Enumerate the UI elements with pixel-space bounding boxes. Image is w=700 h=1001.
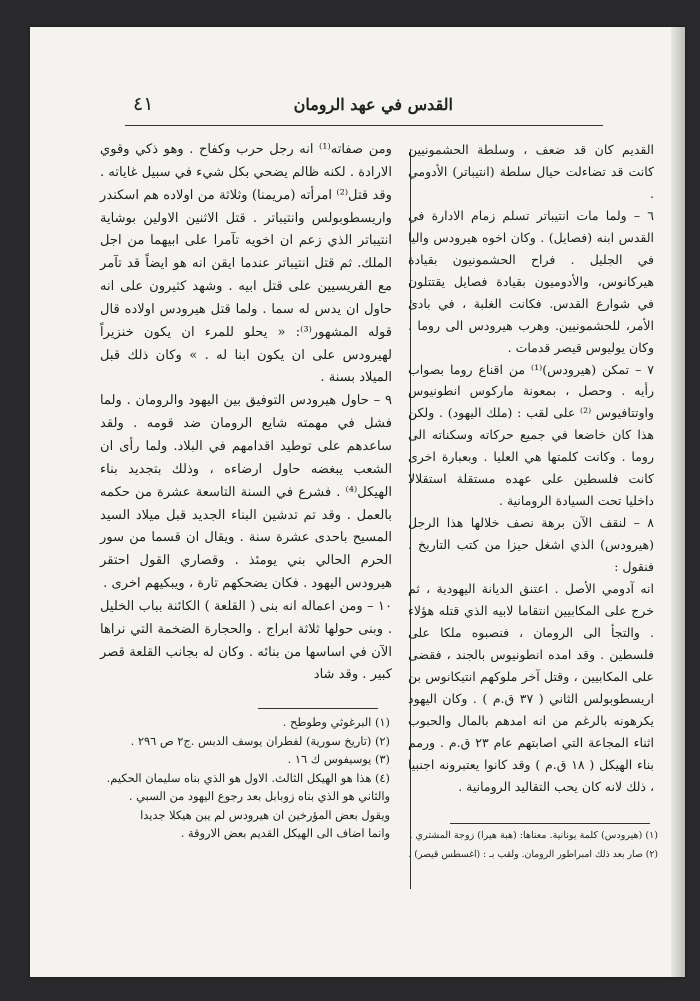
footnote: (١) (هيرودس) كلمة يونانية. معناها: (هبة هيرا) زوجة المشتري . bbox=[409, 830, 658, 841]
paragraph: ١٠ – ومن اعماله انه بنى ( القلعة ) الكائنة بباب الخليل . وبنى حولها ثلاثة ابراج . والحجارة الضخمة التي نراها الآن في اساسها من بنائه . وكان له بجانب القلعة قصر كبير . وقد شاد bbox=[100, 598, 392, 683]
header-title: القدس في عهد الرومان bbox=[293, 95, 453, 114]
footnote-rule-right bbox=[450, 823, 650, 824]
page-edge-shadow bbox=[671, 27, 685, 977]
footnotes-left bbox=[96, 713, 390, 843]
running-header bbox=[125, 89, 603, 126]
footnote-rule-left bbox=[258, 708, 378, 709]
footnote: وانما اضاف الى الهيكل القديم بعض الاروقة . bbox=[180, 826, 390, 840]
right-column bbox=[408, 139, 654, 798]
footnote: (٢) (تاريخ سورية) لفطران يوسف الدبس .ج٢ ص ٢٩٦ . bbox=[130, 733, 390, 748]
paragraph: انه آدومي الأصل . اعتنق الديانة اليهودية ، ثم خرج على المكابيين انتقاما لابيه الذي قتله هؤلاء . والتجأ الى الرومان ، فنصبوه ملكا على فلسطين . وقد امده انطونيوس بالجند ، فقضى على المكابيين ، وقتل آخر ملوكهم انتيكانوس بن اريسطوبولس الثاني ( ٣٧ ق.م ) . وكان اليهود يكرهونه بالرغم من انه امدهم بالمال والحبوب اثناء المجاعة التي اصابتهم عام ٢٣ ق.م . ورمم بناء الهيكل ( ١٨ ق.م ) وقد كانوا يعتبرونه اجنبيا ، ذلك لانه كان يحب التقاليد الرومانية . bbox=[408, 581, 654, 794]
footnote: (٤) هذا هو الهيكل الثالث. الاول هو الذي بناه سليمان الحكيم. bbox=[106, 770, 390, 785]
footnote: والثاني هو الذي بناه زوبابل بعد رجوع اليهود من السبي . bbox=[128, 789, 390, 803]
footnote: (٢) صار بعد ذلك امبراطور الرومان. ولقب بـ : (اغسطس قيصر) . bbox=[408, 848, 658, 860]
paragraph: ٦ – ولما مات انتيباتر تسلم زمام الادارة في القدس ابنه (فصايل) . وكان اخوه هيرودس واليا في الجليل . فراح الحشمونيون بقيادة هيركانوس، والأدوميون بقيادة فصايل يقتتلون في شوارع القدس. فكانت الغلبة ، في بادئ الأمر، للحشمونيين. وهرب هيرودس الى روما . وكان يوليوس قيصر قدمات . bbox=[408, 207, 654, 355]
footnotes-right bbox=[408, 827, 658, 864]
paragraph: ٧ – تمكن (هيرودس)⁽¹⁾ من اقناع روما بصواب رأيه . وحصل ، بمعونة ماركوس انطونيوس واوتتافيوس ⁽²⁾ على لقب : (ملك اليهود) . ولكن هذا كان خاضعا في جميع حركاته وسكناته الى روما . وكانت كلمتها هي العليا . وبعبارة اخرى كانت فلسطين على عهده مستقلة استقلالا داخليا تحت السيادة الرومانية . bbox=[408, 361, 654, 509]
paragraph: ٨ – لنقف الآن برهة نصف خلالها هذا الرجل (هيرودس) الذي اشغل حيزا من كتب التاريخ . فنقول : bbox=[408, 515, 654, 575]
footnote: (١) البرغوثي وطوطح . bbox=[282, 715, 390, 729]
book-page bbox=[30, 27, 685, 977]
paragraph: القديم كان قد ضعف ، وسلطة الحشمونيين كانت قد تضاءلت حيال سلطة (انتيباتر) الأدومي . bbox=[408, 142, 654, 201]
page-number: ٤١ bbox=[133, 93, 154, 115]
left-column bbox=[100, 139, 392, 687]
paragraph: ومن صفاته⁽¹⁾ انه رجل حرب وكفاح . وهو ذكي وقوي الارادة . لكنه ظالم يضحي بكل شيء في سبيل غاياته . وقد قتل⁽²⁾ امرأته (مريمنا) وثلاثة من اولاده هم اسكندر واريسطوبولس وانتيباتر . قتل الاثنين الاولين بوشاية انتيباتر الذي زعم ان اخويه تآمرا على ابيهما من اجل الملك. ثم قتل انتيباتر عندما ايقن انه هو ايضاً قد تآمر مع الفريسيين على قتل ابيه . وشهد كثيرون على انه حاول ان يدس له سما . ولما قتل هيرودس اولاده قال قوله المشهور⁽³⁾: « يحلو للمرء ان يكون خنزيراً لهيرودس على ان يكون ابنا له . » وكان ذلك قبل الميلاد بسنة . bbox=[100, 142, 392, 386]
footnote: (٣) يوسيفوس ك ١٦ . bbox=[287, 752, 390, 766]
footnote: ويقول بعض المؤرخين ان هيرودس لم يبن هيكلا جديدا bbox=[140, 807, 390, 822]
paragraph: ٩ – حاول هيرودس التوفيق بين اليهود والرومان . ولما فشل في مهمته شايع الرومان ضد قومه . ولقد ساعدهم على توطيد اقدامهم في البلاد. ولما رأى ان الشعب يبغضه حاول ارضاءه ، وذلك بتجديد بناء الهيكل⁽⁴⁾ . فشرع في السنة التاسعة عشرة من حكمه بالعمل . وقد تم تدشين البناء الجديد قبل ميلاد السيد المسيح باحدى عشرة سنة . ويقال ان قسما من سور الحرم الحالي بني يومئذ . وقصاري القول احتقر هيرودس اليهود . فكان يضحكهم تارة ، ويبكيهم اخرى . bbox=[100, 393, 392, 592]
